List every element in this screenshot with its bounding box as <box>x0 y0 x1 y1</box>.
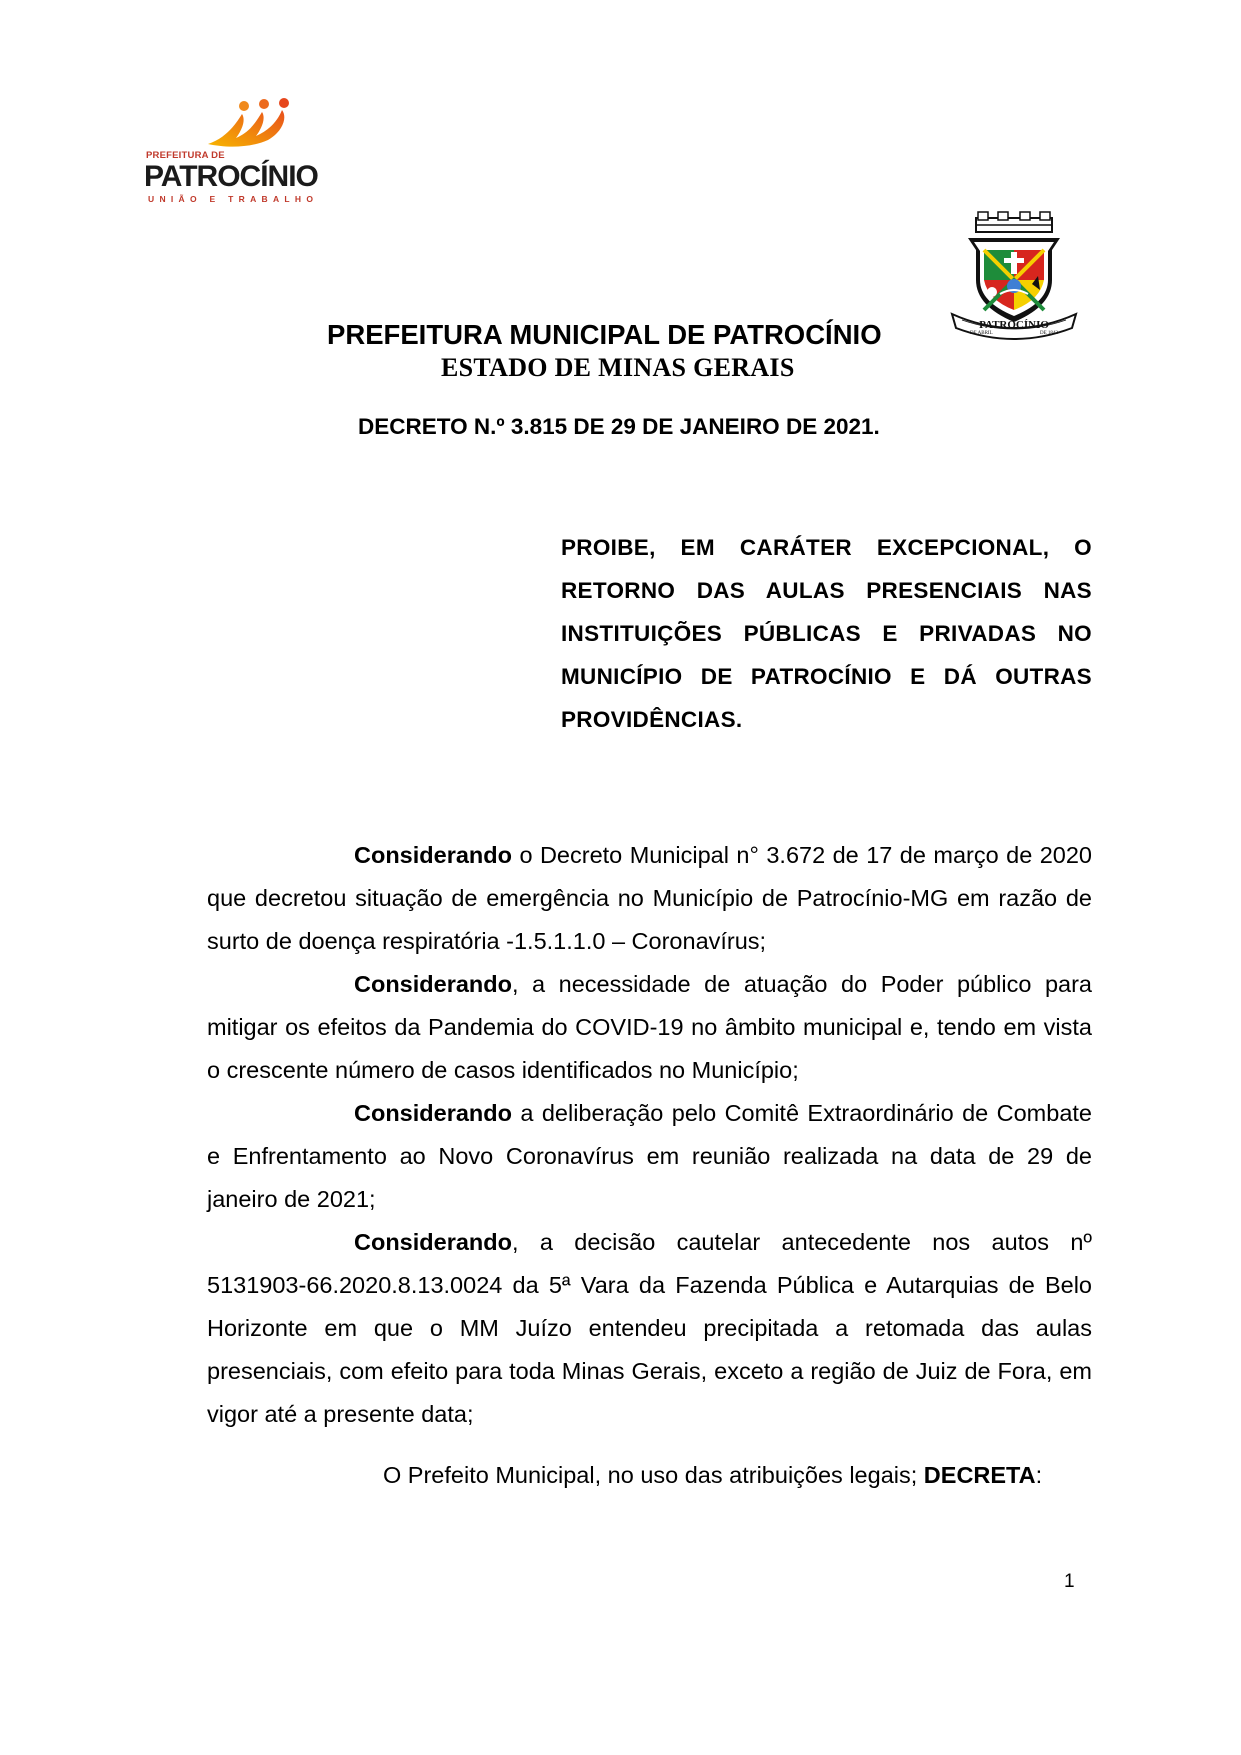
consideration-text: , a decisão cautelar antecedente nos autos nº 5131903-66.2020.8.13.0024 da 5ª Vara da Fazenda Pública e Autarquias de Belo Horizonte em que o MM Juízo entendeu precipitada a retomada das aulas presenciais, com efeito para toda Minas Gerais, exceto a região de Juiz de Fora, em vigor até a presente data; <box>207 1229 1092 1427</box>
document-subtitle: ESTADO DE MINAS GERAIS <box>441 353 795 382</box>
consideration-paragraph <box>207 1221 1092 1436</box>
consideration-lead: Considerando <box>354 971 512 997</box>
consideration-text: a deliberação pelo Comitê Extraordinário de Combate e Enfrentamento ao Novo Coronavírus em reunião realizada na data de 29 de janeiro de 2021; <box>207 1100 1092 1212</box>
coat-ribbon-left: DE ABRIL <box>970 331 993 336</box>
consideration-paragraph <box>207 1092 1092 1221</box>
consideration-lead: Considerando <box>354 842 512 868</box>
closing-emphasis: DECRETA <box>923 1462 1036 1488</box>
coat-motto: PATROCÍNIO <box>979 319 1049 331</box>
decree-closing <box>383 1462 1042 1489</box>
consideration-lead: Considerando <box>354 1229 512 1255</box>
closing-text: O Prefeito Municipal, no uso das atribuições legais; <box>383 1462 924 1488</box>
municipality-logo <box>146 94 326 204</box>
coat-of-arms-icon <box>948 210 1080 346</box>
closing-suffix: : <box>1035 1462 1043 1488</box>
decree-heading: DECRETO N.º 3.815 DE 29 DE JANEIRO DE 2021. <box>358 414 880 439</box>
page-number: 1 <box>1064 1571 1075 1592</box>
consideration-lead: Considerando <box>354 1100 512 1126</box>
consideration-text: o Decreto Municipal n° 3.672 de 17 de março de 2020 que decretou situação de emergência no Município de Patrocínio-MG em razão de surto de doença respiratória -1.5.1.1.0 – Coronavírus; <box>207 842 1092 954</box>
coat-ribbon-right: DE 1842 <box>1040 331 1058 336</box>
decree-body <box>207 834 1092 1436</box>
consideration-paragraph <box>207 963 1092 1092</box>
logo-tagline: UNIÃO E TRABALHO <box>148 194 319 204</box>
consideration-paragraph <box>207 834 1092 963</box>
logo-prefix: PREFEITURA DE <box>146 150 225 161</box>
decree-summary: PROIBE, EM CARÁTER EXCEPCIONAL, O RETORNO DAS AULAS PRESENCIAIS NAS INSTITUIÇÕES PÚBLICAS E PRIVADAS NO MUNICÍPIO DE PATROCÍNIO E DÁ OUTRAS PROVIDÊNCIAS. <box>561 535 1092 732</box>
people-logo-icon <box>206 98 302 150</box>
consideration-text: , a necessidade de atuação do Poder público para mitigar os efeitos da Pandemia do COVID-19 no âmbito municipal e, tendo em vista o crescente número de casos identificados no Município; <box>207 971 1092 1083</box>
logo-name: PATROCÍNIO <box>144 160 318 193</box>
document-title: PREFEITURA MUNICIPAL DE PATROCÍNIO <box>327 319 882 350</box>
